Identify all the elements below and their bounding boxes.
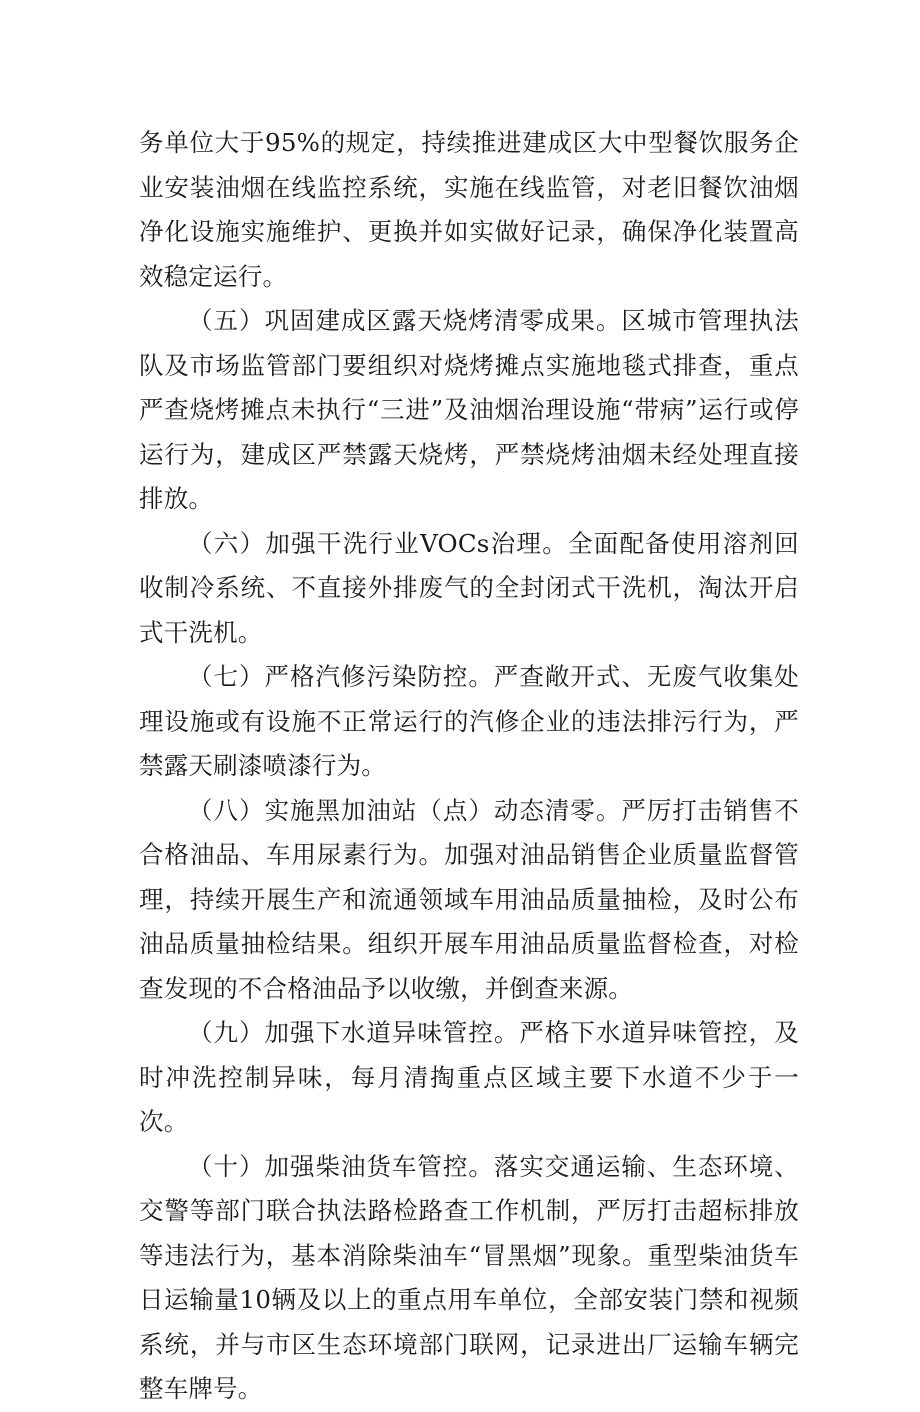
paragraph-item-10: （十）加强柴油货车管控。落实交通运输、生态环境、交警等部门联合执法路检路查工作机制，严厉打击超标排放等违法行为，基本消除柴油车“冒黑烟”现象。重型柴油货车日运输量10辆及以上的重点用车单位，全部安装门禁和视频系统，并与市区生态环境部门联网，记录进出厂运输车辆完整车牌号。 [139, 1151, 799, 1403]
paragraph-continuation: 务单位大于95%的规定，持续推进建成区大中型餐饮服务企业安装油烟在线监控系统，实施在线监管，对老旧餐饮油烟净化设施实施维护、更换并如实做好记录，确保净化装置高效稳定运行。 [139, 128, 799, 291]
paragraph-item-5: （五）巩固建成区露天烧烤清零成果。区城市管理执法队及市场监管部门要组织对烧烤摊点实施地毯式排查，重点严查烧烤摊点未执行“三进”及油烟治理设施“带病”运行或停运行为，建成区严禁露天烧烤，严禁烧烤油烟未经处理直接排放。 [139, 306, 799, 513]
paragraph-item-6: （六）加强干洗行业VOCs治理。全面配备使用溶剂回收制冷系统、不直接外排废气的全封闭式干洗机，淘汰开启式干洗机。 [139, 528, 799, 647]
paragraph-item-9: （九）加强下水道异味管控。严格下水道异味管控，及时冲洗控制异味，每月清掏重点区域主要下水道不少于一次。 [139, 1018, 799, 1136]
paragraph-item-7: （七）严格汽修污染防控。严查敞开式、无废气收集处理设施或有设施不正常运行的汽修企业的违法排污行为，严禁露天刷漆喷漆行为。 [139, 662, 799, 780]
document-body [139, 121, 799, 1412]
paragraph-item-8: （八）实施黑加油站（点）动态清零。严厉打击销售不合格油品、车用尿素行为。加强对油品销售企业质量监督管理，持续开展生产和流通领域车用油品质量抽检，及时公布油品质量抽检结果。组织开展车用油品质量监督检查，对检查发现的不合格油品予以收缴，并倒查来源。 [139, 795, 799, 1003]
